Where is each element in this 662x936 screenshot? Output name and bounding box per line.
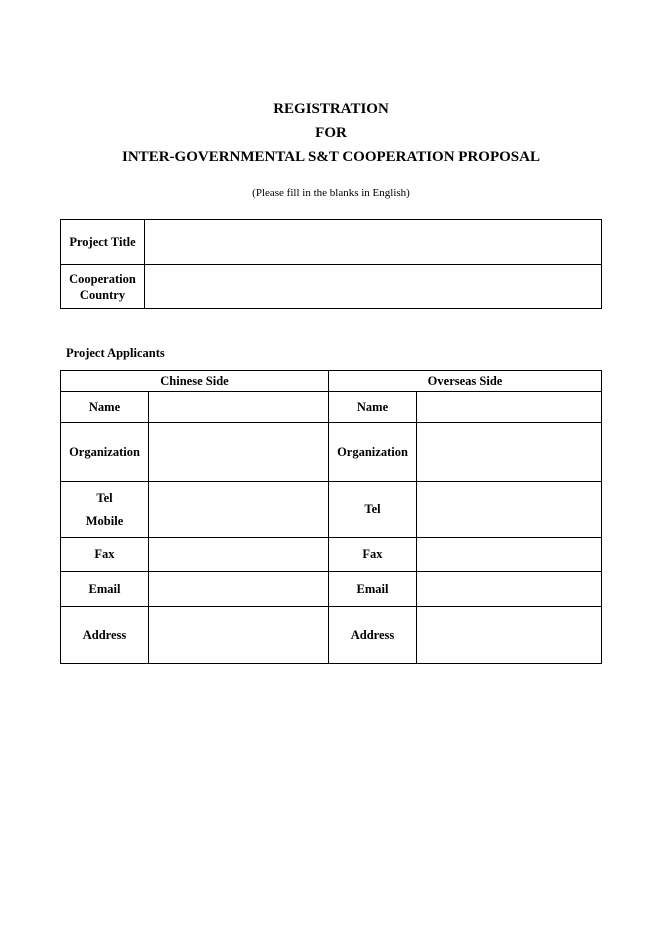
overseas-name-label: Name (329, 392, 417, 423)
overseas-address-field[interactable] (417, 607, 602, 664)
project-title-label: Project Title (61, 220, 145, 265)
chinese-fax-field[interactable] (149, 538, 329, 572)
chinese-organization-field[interactable] (149, 423, 329, 482)
chinese-name-label: Name (61, 392, 149, 423)
overseas-organization-label: Organization (329, 423, 417, 482)
overseas-tel-field[interactable] (417, 482, 602, 538)
overseas-name-field[interactable] (417, 392, 602, 423)
overseas-fax-field[interactable] (417, 538, 602, 572)
form-title-line-2: FOR (315, 125, 347, 141)
chinese-organization-label: Organization (61, 423, 149, 482)
chinese-address-field[interactable] (149, 607, 329, 664)
overseas-email-field[interactable] (417, 572, 602, 607)
fax-row (61, 538, 602, 572)
chinese-side-header: Chinese Side (61, 371, 329, 392)
cooperation-country-label-line-1: Cooperation (69, 271, 136, 286)
cooperation-country-row (61, 265, 602, 309)
organization-row (61, 423, 602, 482)
project-info-table (60, 219, 602, 309)
overseas-tel-label: Tel (329, 482, 417, 538)
applicants-table (60, 370, 602, 664)
chinese-tel-mobile-label (61, 482, 149, 538)
overseas-side-header: Overseas Side (329, 371, 602, 392)
project-title-field[interactable] (145, 220, 602, 265)
chinese-email-field[interactable] (149, 572, 329, 607)
form-title-line-1: REGISTRATION (273, 101, 389, 117)
project-applicants-heading: Project Applicants (66, 346, 165, 360)
form-title-line-3: INTER-GOVERNMENTAL S&T COOPERATION PROPOSAL (122, 149, 540, 165)
overseas-email-label: Email (329, 572, 417, 607)
email-row (61, 572, 602, 607)
cooperation-country-field[interactable] (145, 265, 602, 309)
overseas-fax-label: Fax (329, 538, 417, 572)
name-row (61, 392, 602, 423)
tel-row (61, 482, 602, 538)
chinese-mobile-label: Mobile (85, 513, 124, 528)
project-title-row (61, 220, 602, 265)
chinese-email-label: Email (61, 572, 149, 607)
chinese-address-label: Address (61, 607, 149, 664)
cooperation-country-label-line-2: Country (79, 287, 126, 302)
chinese-name-field[interactable] (149, 392, 329, 423)
overseas-address-label: Address (329, 607, 417, 664)
fill-instruction-note: (Please fill in the blanks in English) (252, 187, 410, 199)
chinese-tel-field[interactable] (149, 482, 329, 538)
cooperation-country-label (61, 265, 145, 309)
applicants-header-row (61, 371, 602, 392)
overseas-organization-field[interactable] (417, 423, 602, 482)
address-row (61, 607, 602, 664)
chinese-fax-label: Fax (61, 538, 149, 572)
chinese-tel-label: Tel (96, 490, 113, 505)
